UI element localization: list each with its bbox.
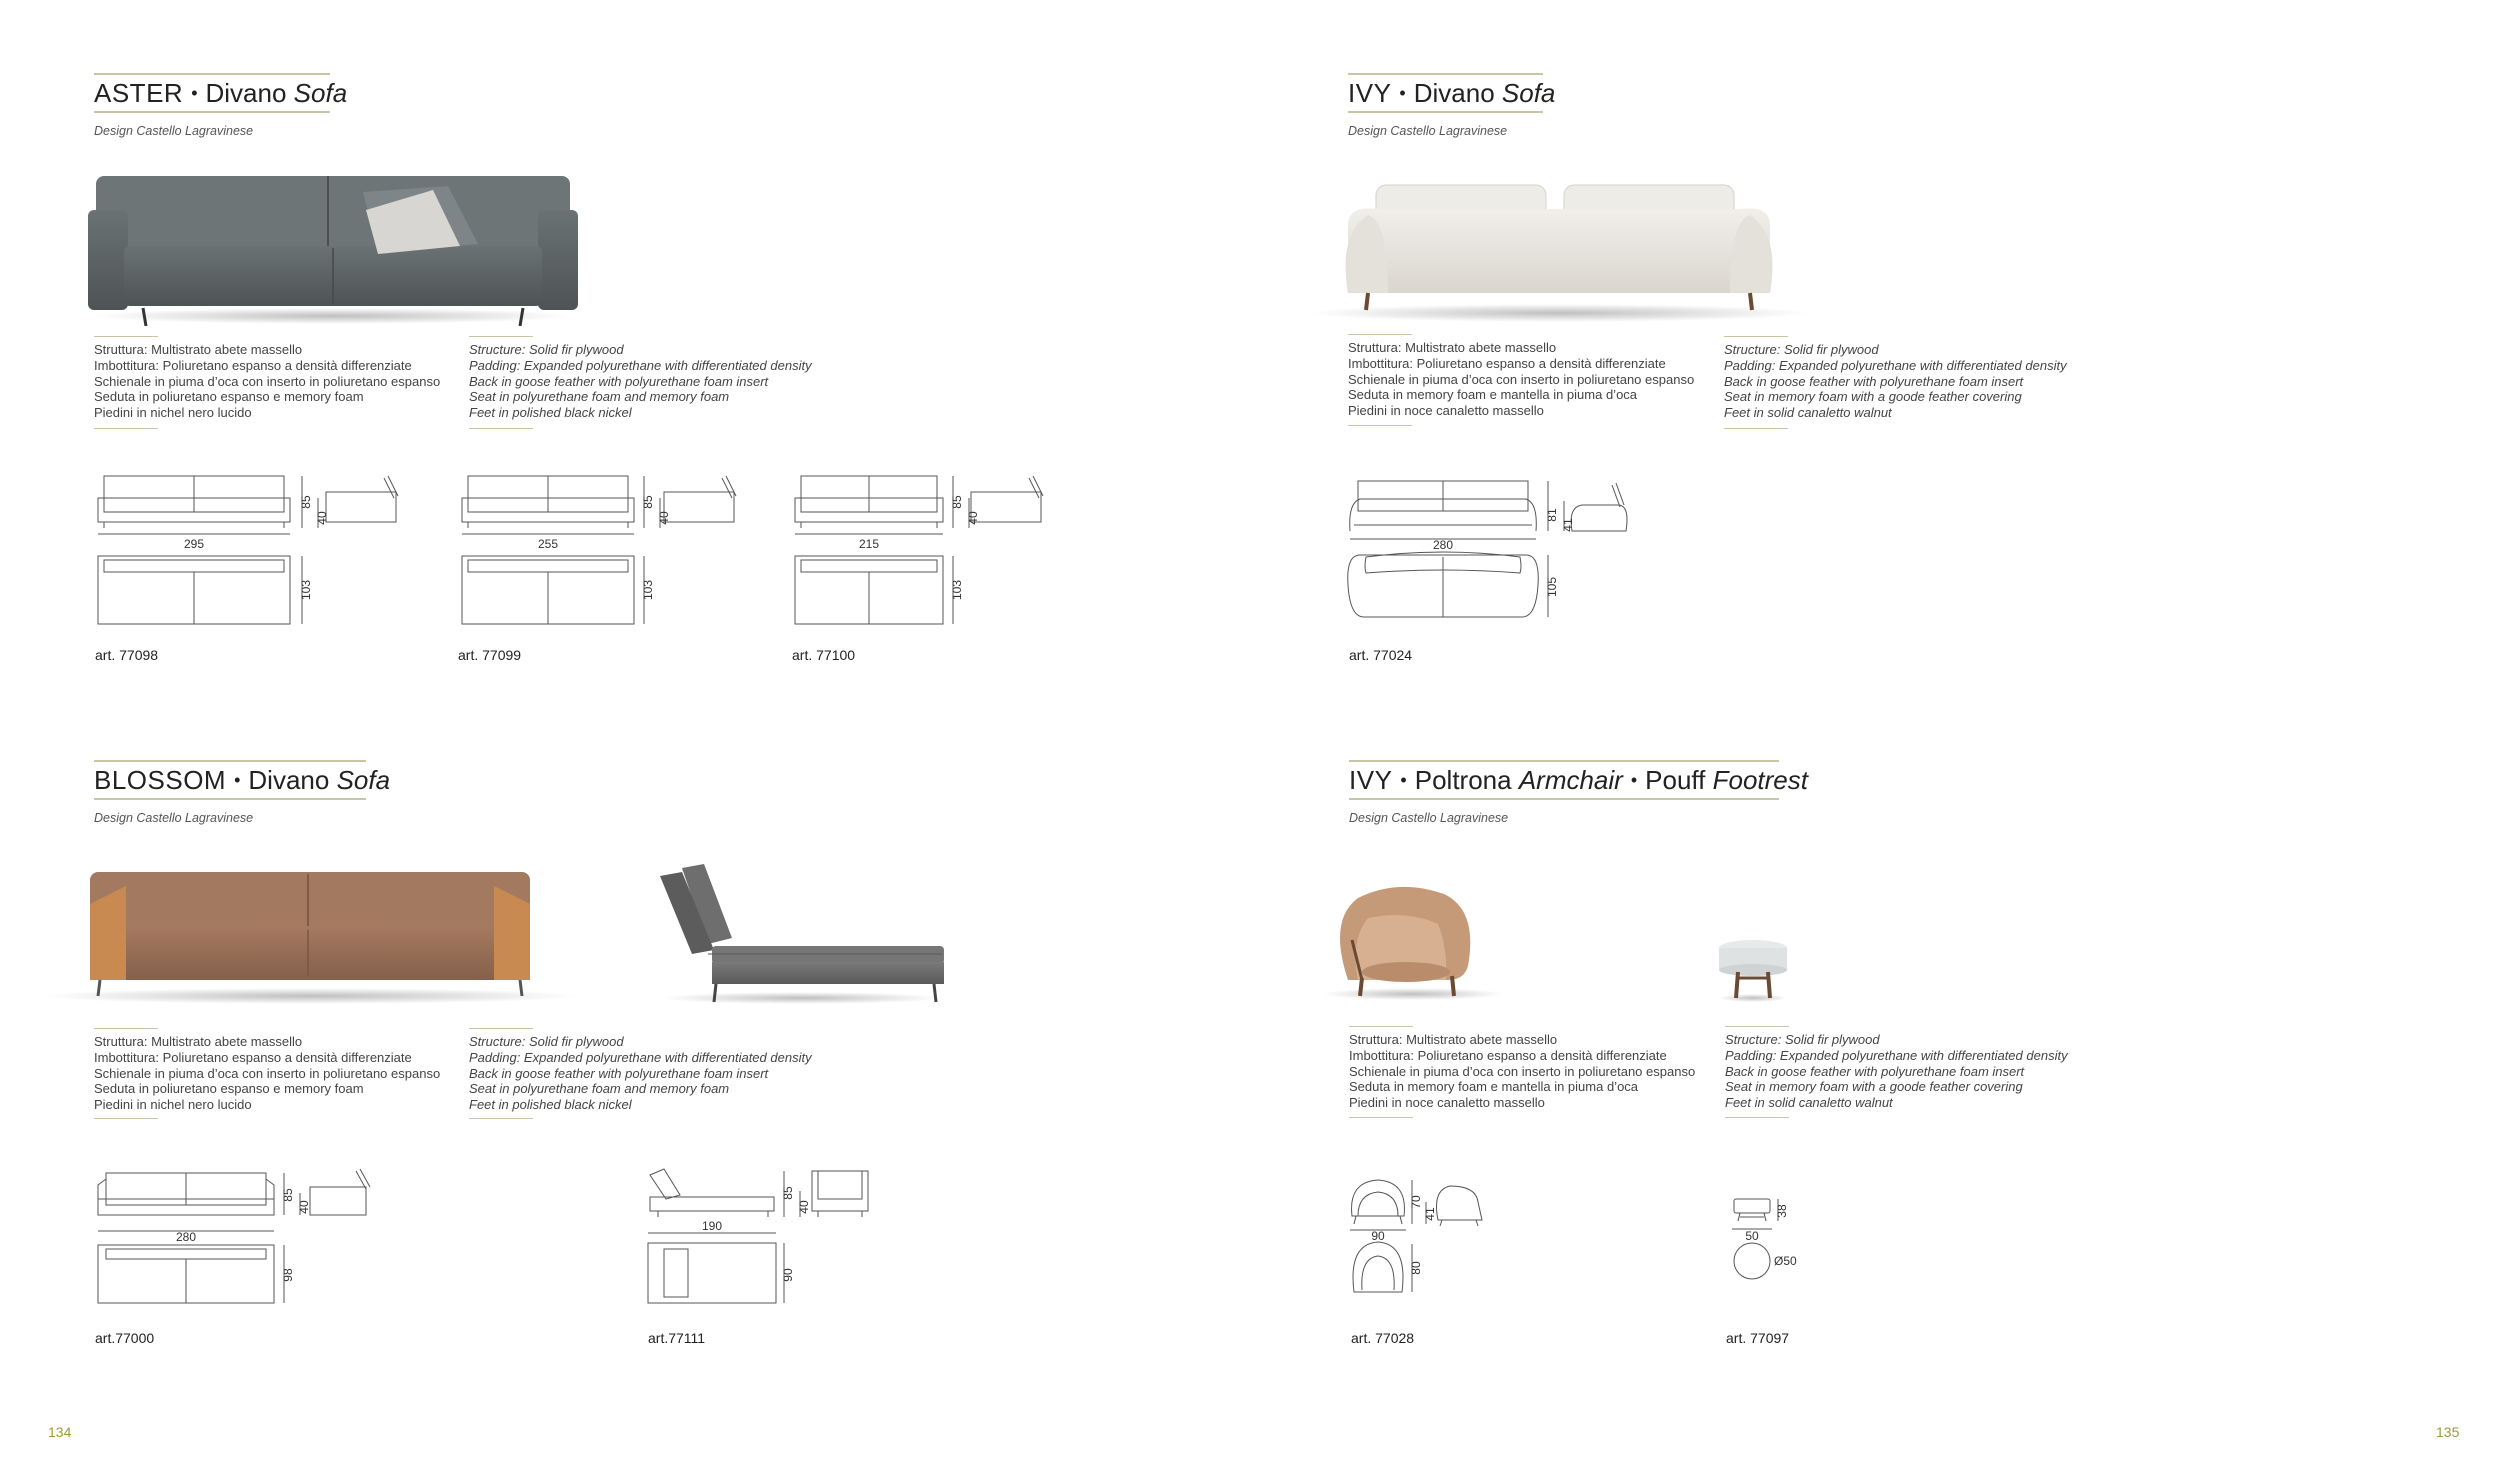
dimension-depth: 103	[641, 579, 655, 601]
spec-line: Schienale in piuma d’oca con inserto in poliuretano espanso	[94, 1065, 441, 1081]
dimension-width: 50	[1745, 1229, 1759, 1243]
title-rule-bottom	[1348, 111, 1543, 113]
ivy-sofa-photo	[1308, 175, 1810, 325]
spec-line: Struttura: Multistrato abete massello	[1349, 1032, 1558, 1047]
product-type-en: Sofa	[1501, 78, 1556, 108]
spec-line: Struttura: Multistrato abete massello	[94, 1034, 303, 1049]
article-number: art.77111	[648, 1330, 706, 1346]
spec-line: Schienale in piuma d’oca con inserto in poliuretano espanso	[1348, 371, 1695, 387]
spec-line: Struttura: Multistrato abete massello	[1348, 340, 1557, 355]
product-type-it: Poltrona	[1414, 765, 1512, 795]
title-rule-bottom	[94, 111, 330, 113]
product-type-en: Sofa	[293, 78, 348, 108]
product-type-en: Armchair	[1518, 765, 1623, 795]
spec-rule	[469, 336, 533, 337]
spec-rule	[94, 1118, 158, 1119]
spec-line: Structure: Solid fir plywood	[1724, 342, 1879, 357]
ivy-armchair-title: IVY • Poltrona Armchair • Pouff Footrest	[1349, 765, 1808, 795]
title-rule-bottom	[1349, 798, 1779, 800]
product-type-en: Sofa	[336, 765, 391, 795]
spec-rule	[1725, 1026, 1789, 1027]
product-name: IVY	[1349, 765, 1393, 795]
dimension-height: 85	[299, 495, 313, 509]
dimension-depth: 98	[281, 1268, 295, 1282]
spec-rule	[1724, 428, 1788, 429]
dimension-height: 85	[950, 495, 964, 509]
spec-rule	[1349, 1026, 1413, 1027]
spec-line: Schienale in piuma d’oca con inserto in poliuretano espanso	[1349, 1063, 1696, 1079]
spec-line: Feet in polished black nickel	[469, 1097, 632, 1113]
spec-line: Imbottitura: Poliuretano espanso a densità differenziate	[94, 357, 412, 373]
spec-rule	[94, 428, 158, 429]
spec-line: Structure: Solid fir plywood	[1725, 1032, 1880, 1047]
aster-title: ASTER • Divano Sofa	[94, 78, 348, 108]
ivy-pouf-photo	[1716, 938, 1790, 1004]
dimension-seat: 40	[657, 511, 671, 525]
ivy-sofa-spec-it	[1348, 340, 1694, 419]
spec-line: Imbottitura: Poliuretano espanso a densità differenziate	[1349, 1047, 1667, 1063]
aster-sofa-photo	[88, 168, 578, 326]
spec-line: Seduta in poliuretano espanso e memory foam	[94, 1081, 364, 1097]
spec-line: Padding: Expanded polyurethane with differentiated density	[1724, 357, 2067, 373]
spec-line: Piedini in noce canaletto massello	[1348, 403, 1544, 419]
dimension-width: 295	[183, 537, 205, 551]
spec-rule	[1349, 1117, 1413, 1118]
article-number: art. 77097	[1726, 1330, 1790, 1346]
dimension-depth: 80	[1409, 1261, 1423, 1275]
spec-line: Seduta in memory foam e mantella in piuma d’oca	[1348, 387, 1638, 403]
aster-technical-drawing-77100	[791, 470, 1051, 640]
aster-spec-en	[469, 342, 812, 421]
aster-spec-it	[94, 342, 440, 421]
ivy-sofa-spec-en	[1724, 342, 2067, 421]
blossom-daybed-photo	[642, 862, 946, 1008]
dimension-seat: 41	[1423, 1207, 1437, 1221]
spec-line: Back in goose feather with polyurethane foam insert	[469, 373, 769, 389]
spec-line: Struttura: Multistrato abete massello	[94, 342, 303, 357]
title-rule-top	[1349, 760, 1779, 762]
page-number-left: 134	[48, 1424, 72, 1440]
product-name: IVY	[1348, 78, 1392, 108]
spec-line: Back in goose feather with polyurethane foam insert	[469, 1065, 769, 1081]
spec-line: Structure: Solid fir plywood	[469, 342, 624, 357]
spec-line: Piedini in nichel nero lucido	[94, 405, 252, 421]
dimension-seat: 40	[297, 1200, 311, 1214]
ivy-armchair-technical-drawing-77028	[1346, 1174, 1506, 1304]
dimension-width: 280	[1432, 538, 1454, 552]
spec-line: Imbottitura: Poliuretano espanso a densità differenziate	[94, 1049, 412, 1065]
spec-line: Piedini in nichel nero lucido	[94, 1097, 252, 1113]
spec-line: Feet in polished black nickel	[469, 405, 632, 421]
dimension-height: 85	[281, 1188, 295, 1202]
dimension-diameter: Ø50	[1774, 1254, 1797, 1268]
blossom-sofa-technical-drawing-77000	[94, 1165, 384, 1315]
product-type-it: Divano	[205, 78, 287, 108]
spec-rule	[94, 336, 158, 337]
dimension-width: 215	[858, 537, 880, 551]
spec-line: Feet in solid canaletto walnut	[1724, 405, 1892, 421]
spec-line: Padding: Expanded polyurethane with differentiated density	[469, 357, 812, 373]
product-type2-it: Pouff	[1645, 765, 1706, 795]
dimension-seat: 40	[315, 511, 329, 525]
ivy-pouf-technical-drawing-77097	[1726, 1195, 1836, 1285]
spec-line: Seduta in memory foam e mantella in piuma d’oca	[1349, 1079, 1639, 1095]
dimension-depth: 103	[950, 579, 964, 601]
product-name: BLOSSOM	[94, 765, 227, 795]
blossom-sofa-photo	[40, 864, 580, 1006]
article-number: art. 77024	[1349, 647, 1413, 663]
dimension-width: 255	[537, 537, 559, 551]
spec-rule	[469, 428, 533, 429]
spec-line: Schienale in piuma d’oca con inserto in poliuretano espanso	[94, 373, 441, 389]
blossom-spec-en	[469, 1034, 812, 1113]
spec-line: Structure: Solid fir plywood	[469, 1034, 624, 1049]
ivy-armchair-photo	[1318, 880, 1508, 1002]
dimension-seat: 40	[797, 1200, 811, 1214]
article-number: art. 77099	[458, 647, 522, 663]
dimension-height: 85	[781, 1186, 795, 1200]
spec-line: Feet in solid canaletto walnut	[1725, 1095, 1893, 1111]
spec-line: Seat in polyurethane foam and memory foam	[469, 1081, 730, 1097]
spec-rule	[1348, 334, 1412, 335]
title-rule-bottom	[94, 798, 366, 800]
dimension-height: 70	[1409, 1195, 1423, 1209]
blossom-daybed-technical-drawing-77111	[644, 1165, 884, 1315]
article-number: art. 77098	[95, 647, 159, 663]
spec-line: Piedini in noce canaletto massello	[1349, 1095, 1545, 1111]
spec-rule	[94, 1028, 158, 1029]
dimension-depth: 90	[781, 1268, 795, 1282]
ivy-armchair-spec-en	[1725, 1032, 2068, 1111]
page-number-right: 135	[2436, 1424, 2460, 1440]
dimension-height: 85	[641, 495, 655, 509]
spec-line: Seat in memory foam with a goode feather covering	[1725, 1079, 2023, 1095]
article-number: art.77000	[95, 1330, 155, 1346]
spec-line: Padding: Expanded polyurethane with differentiated density	[1725, 1047, 2068, 1063]
spec-rule	[1724, 336, 1788, 337]
spec-rule	[469, 1118, 533, 1119]
ivy-sofa-title: IVY • Divano Sofa	[1348, 78, 1556, 108]
spec-rule	[1348, 425, 1412, 426]
title-rule-top	[1348, 73, 1543, 75]
spec-line: Imbottitura: Poliuretano espanso a densità differenziate	[1348, 355, 1666, 371]
aster-technical-drawing-77098	[94, 470, 404, 640]
product-type-it: Divano	[248, 765, 330, 795]
ivy-armchair-spec-it	[1349, 1032, 1695, 1111]
product-type-it: Divano	[1413, 78, 1495, 108]
spec-line: Back in goose feather with polyurethane foam insert	[1725, 1063, 2025, 1079]
designer-credit: Design Castello Lagravinese	[1348, 124, 1508, 138]
spec-rule	[469, 1028, 533, 1029]
spec-line: Seat in memory foam with a goode feather covering	[1724, 389, 2022, 405]
title-rule-top	[94, 73, 330, 75]
dimension-seat: 41	[1561, 518, 1575, 532]
designer-credit: Design Castello Lagravinese	[94, 124, 254, 138]
blossom-spec-it	[94, 1034, 440, 1113]
spec-line: Back in goose feather with polyurethane foam insert	[1724, 373, 2024, 389]
dimension-width: 190	[701, 1219, 723, 1233]
dimension-height: 81	[1545, 508, 1559, 522]
dimension-seat: 40	[966, 511, 980, 525]
dimension-width: 90	[1371, 1229, 1385, 1243]
spec-line: Seat in polyurethane foam and memory foam	[469, 389, 730, 405]
dimension-width: 280	[175, 1230, 197, 1244]
dimension-depth: 103	[299, 579, 313, 601]
spec-line: Seduta in poliuretano espanso e memory foam	[94, 389, 364, 405]
ivy-sofa-technical-drawing-77024	[1346, 475, 1646, 635]
dimension-height: 38	[1775, 1204, 1789, 1218]
spec-line: Padding: Expanded polyurethane with differentiated density	[469, 1049, 812, 1065]
product-name: ASTER	[94, 78, 184, 108]
blossom-title: BLOSSOM • Divano Sofa	[94, 765, 391, 795]
designer-credit: Design Castello Lagravinese	[1349, 811, 1509, 825]
article-number: art. 77028	[1351, 1330, 1415, 1346]
spec-rule	[1725, 1117, 1789, 1118]
title-rule-top	[94, 760, 366, 762]
article-number: art. 77100	[792, 647, 856, 663]
designer-credit: Design Castello Lagravinese	[94, 811, 254, 825]
dimension-depth: 105	[1545, 576, 1559, 598]
product-type2-en: Footrest	[1712, 765, 1808, 795]
aster-technical-drawing-77099	[458, 470, 748, 640]
